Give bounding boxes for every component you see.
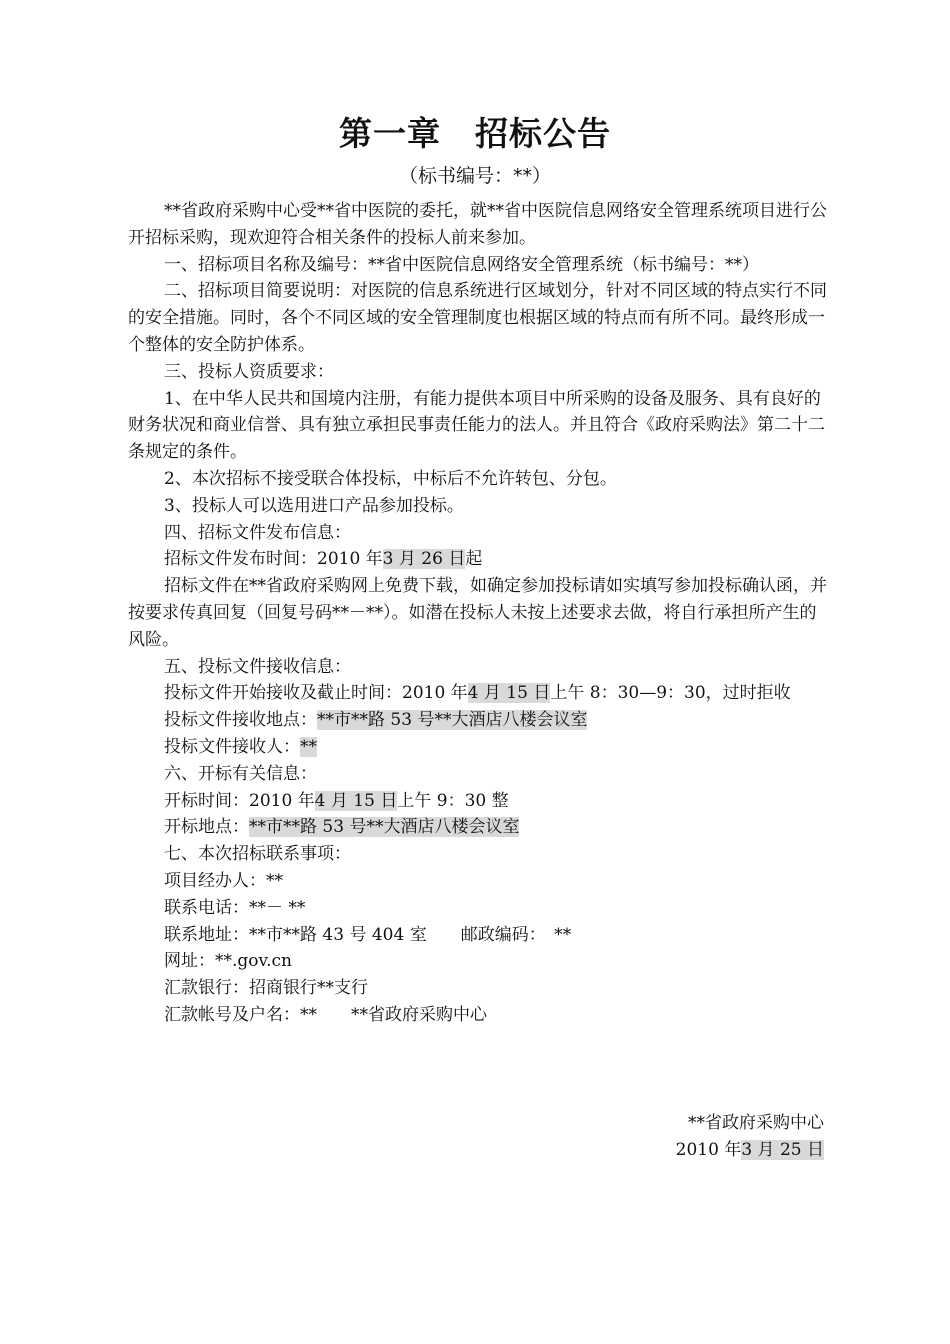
release-time-suffix: 起 [465, 549, 483, 570]
receive-place-value: **市**路 53 号**大酒店八楼会议室 [317, 710, 588, 731]
section-7-heading: 七、本次招标联系事项： [164, 844, 351, 865]
receiver-value: ** [300, 736, 317, 757]
signature-date-value: 3 月 25 日 [741, 1139, 824, 1160]
section-4-description: 招标文件在**省政府采购网上免费下载，如确定参加投标请如实填写参加投标确认函，并按要求传真回复（回复号码**－**）。如潜在投标人未按上述要求去做，将自行承担所产生的风险。 [128, 576, 827, 650]
receive-date: 4 月 15 日 [467, 683, 551, 704]
receiver-label: 投标文件接收人： [164, 736, 300, 757]
section-3-item-2: 2、本次招标不接受联合体投标，中标后不允许转包、分包。 [164, 468, 617, 489]
section-5-heading: 五、投标文件接收信息： [164, 656, 351, 677]
section-4-heading: 四、招标文件发布信息： [164, 522, 351, 543]
section-3-item-3: 3、投标人可以选用进口产品参加投标。 [164, 495, 464, 516]
notice-body [128, 198, 828, 1029]
tender-number: （标书编号：**） [398, 165, 551, 187]
intro-paragraph: **省政府采购中心受**省中医院的委托，就**省中医院信息网络安全管理系统项目进行公开招标采购，现欢迎符合相关条件的投标人前来参加。 [128, 201, 827, 248]
release-date: 3 月 26 日 [382, 549, 466, 570]
section-6-heading: 六、开标有关信息： [164, 763, 317, 784]
open-time-suffix: 上午 9：30 整 [397, 790, 509, 811]
section-5-receive-place [128, 707, 828, 734]
section-6-open-place [128, 814, 828, 841]
section-3-heading: 三、投标人资质要求： [164, 361, 334, 382]
section-5-receiver [128, 734, 828, 761]
section-2: 二、招标项目简要说明：对医院的信息系统进行区域划分，针对不同区域的特点实行不同的安全措施。同时，各个不同区域的安全管理制度也根据区域的特点而有所不同。最终形成一个整体的安全防护体系。 [128, 281, 827, 355]
page-title: 第一章 招标公告 [339, 114, 611, 153]
contact-phone: 联系电话：**－ ** [164, 897, 306, 918]
release-time-label: 招标文件发布时间：2010 年 [164, 549, 383, 570]
section-4-release-time [128, 546, 828, 573]
section-1: 一、招标项目名称及编号：**省中医院信息网络安全管理系统（标书编号：**） [164, 254, 759, 275]
receive-place-label: 投标文件接收地点： [164, 710, 317, 731]
signature-block [500, 1110, 824, 1164]
open-date: 4 月 15 日 [314, 790, 398, 811]
contact-account: 汇款帐号及户名：** **省政府采购中心 [164, 1004, 487, 1025]
open-place-label: 开标地点： [164, 817, 249, 838]
open-place-value: **市**路 53 号**大酒店八楼会议室 [249, 817, 520, 838]
section-5-receive-time [128, 680, 828, 707]
receive-time-label: 投标文件开始接收及截止时间：2010 年 [164, 683, 468, 704]
contact-manager: 项目经办人：** [164, 870, 283, 891]
receive-time-suffix: 上午 8：30—9：30，过时拒收 [550, 683, 791, 704]
contact-website: 网址：**.gov.cn [164, 951, 292, 972]
signature-org: **省政府采购中心 [688, 1113, 824, 1133]
signature-date [500, 1137, 824, 1164]
open-time-label: 开标时间：2010 年 [164, 790, 315, 811]
contact-bank: 汇款银行：招商银行**支行 [164, 978, 368, 999]
section-3-item-1: 1、在中华人民共和国境内注册，有能力提供本项目中所采购的设备及服务、具有良好的财务状况和商业信誉、具有独立承担民事责任能力的法人。并且符合《政府采购法》第二十二条规定的条件。 [128, 388, 825, 463]
signature-date-prefix: 2010 年 [675, 1139, 742, 1160]
contact-address: 联系地址：**市**路 43 号 404 室 邮政编码： ** [164, 924, 572, 945]
section-6-open-time [128, 788, 828, 815]
